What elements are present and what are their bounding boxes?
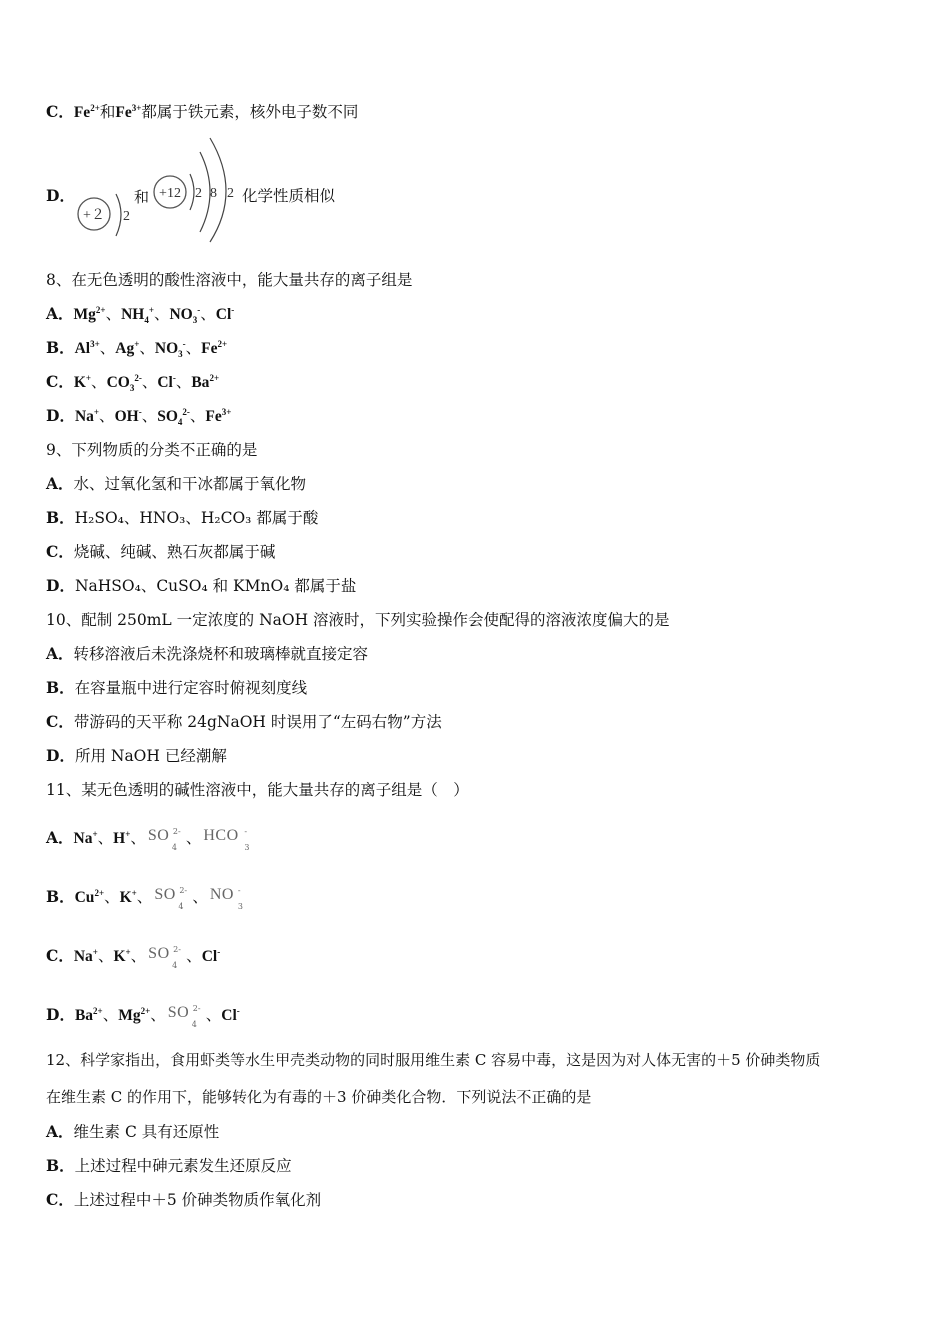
atom2-shell2-count: 8 bbox=[210, 186, 217, 201]
q12-stem-line1: 12、科学家指出，食用虾类等水生甲壳类动物的同时服用维生素 C 容易中毒，这是因为对人体无害的＋5 价砷类物质 bbox=[46, 1051, 821, 1069]
q7-option-d-label: D． bbox=[46, 186, 75, 205]
sulfate-formula: SO 2- 4 bbox=[147, 827, 181, 852]
atom2-diagram bbox=[154, 138, 234, 242]
nitrate-formula: NO - 3 bbox=[209, 886, 243, 911]
atom2-shell1-arc bbox=[190, 174, 194, 210]
q11-stem: 11、某无色透明的碱性溶液中，能大量共存的离子组是（ ） bbox=[46, 781, 469, 799]
and-text: 和 bbox=[99, 103, 116, 121]
ion-fe2: $Fe^{2+}$ bbox=[73, 102, 100, 121]
q9-option-d: D．NaHSO₄、CuSO₄ 和 KMnO₄ 都属于盐 bbox=[46, 576, 357, 595]
sulfate-formula: SO 2- 4 bbox=[148, 945, 181, 970]
q12-option-a: A．维生素 C 具有还原性 bbox=[46, 1122, 220, 1141]
q7-option-c bbox=[46, 102, 358, 123]
ion-fe3: $Fe^{3+}$ bbox=[115, 102, 142, 121]
q7d-statement: 化学性质相似 bbox=[242, 187, 336, 205]
atom1-diagram bbox=[78, 194, 130, 236]
q10-stem: 10、配制 250mL 一定浓度的 NaOH 溶液时，下列实验操作会使配得的溶液浓度偏大的是 bbox=[46, 611, 670, 629]
sulfate-formula: SO 2- 4 bbox=[154, 886, 188, 911]
q10-option-c: C．带游码的天平称 24gNaOH 时误用了“左码右物”方法 bbox=[46, 712, 442, 731]
q11-option-a: A．Na+、H+、 SO 2- 4 、 HCO - 3 bbox=[46, 826, 255, 852]
atom2-shell3-count: 2 bbox=[227, 186, 234, 201]
q10-option-b: B．在容量瓶中进行定容时俯视刻度线 bbox=[46, 678, 308, 697]
q12-option-b: B．上述过程中砷元素发生还原反应 bbox=[46, 1156, 292, 1175]
statement-text: 都属于铁元素，核外电子数不同 bbox=[141, 103, 359, 121]
q9-option-b: B．H₂SO₄、HNO₃、H₂CO₃ 都属于酸 bbox=[46, 508, 319, 527]
bicarbonate-formula: HCO - 3 bbox=[203, 827, 250, 852]
atom2-shell1-count: 2 bbox=[195, 186, 202, 201]
q12-stem-line2: 在维生素 C 的作用下，能够转化为有毒的＋3 价砷类化合物．下列说法不正确的是 bbox=[46, 1088, 592, 1106]
q8-option-b: B．$Al^{3+}$、Ag+、$NO_3^-$、$Fe^{2+}$ bbox=[46, 338, 228, 360]
atom2-nucleus-label: +12 bbox=[159, 186, 181, 201]
atom1-shell1-count: 2 bbox=[123, 209, 130, 224]
q10-option-a: A．转移溶液后未洗涤烧杯和玻璃棒就直接定容 bbox=[46, 644, 369, 663]
q9-option-a: A．水、过氧化氢和干冰都属于氧化物 bbox=[46, 474, 307, 493]
q9-stem: 9、下列物质的分类不正确的是 bbox=[46, 441, 258, 459]
q8-option-c: C．K+、$CO_3^{2-}$、Cl-、$Ba^{2+}$ bbox=[46, 372, 220, 394]
q11-option-b: B．$Cu^{2+}$、K+、 SO 2- 4 、 NO - 3 bbox=[46, 885, 248, 911]
atom1-shell-arc bbox=[116, 194, 121, 236]
q11-option-c: C．Na+、K+、 SO 2- 4 、Cl- bbox=[46, 945, 221, 970]
and-text: 和 bbox=[134, 188, 150, 206]
sulfate-formula: SO 2- 4 bbox=[167, 1004, 201, 1029]
q9-option-c: C．烧碱、纯碱、熟石灰都属于碱 bbox=[46, 542, 276, 561]
q12-option-c: C．上述过程中＋5 价砷类物质作氧化剂 bbox=[46, 1190, 322, 1209]
q8-option-a: A．$Mg^{2+}$、$NH_4^+$、$NO_3^-$、Cl- bbox=[46, 304, 235, 326]
option-label: C． bbox=[46, 102, 74, 121]
q11-option-d: D．$Ba^{2+}$、$Mg^{2+}$、 SO 2- 4 、Cl- bbox=[46, 1004, 240, 1029]
q10-option-d: D．所用 NaOH 已经潮解 bbox=[46, 746, 227, 765]
q8-option-d: D．Na+、OH-、$SO_4^{2-}$、$Fe^{3+}$ bbox=[46, 406, 232, 428]
q8-stem: 8、在无色透明的酸性溶液中，能大量共存的离子组是 bbox=[46, 271, 413, 289]
atom1-nucleus-label: +２ bbox=[83, 208, 105, 223]
atom-structure-diagram bbox=[70, 130, 245, 245]
